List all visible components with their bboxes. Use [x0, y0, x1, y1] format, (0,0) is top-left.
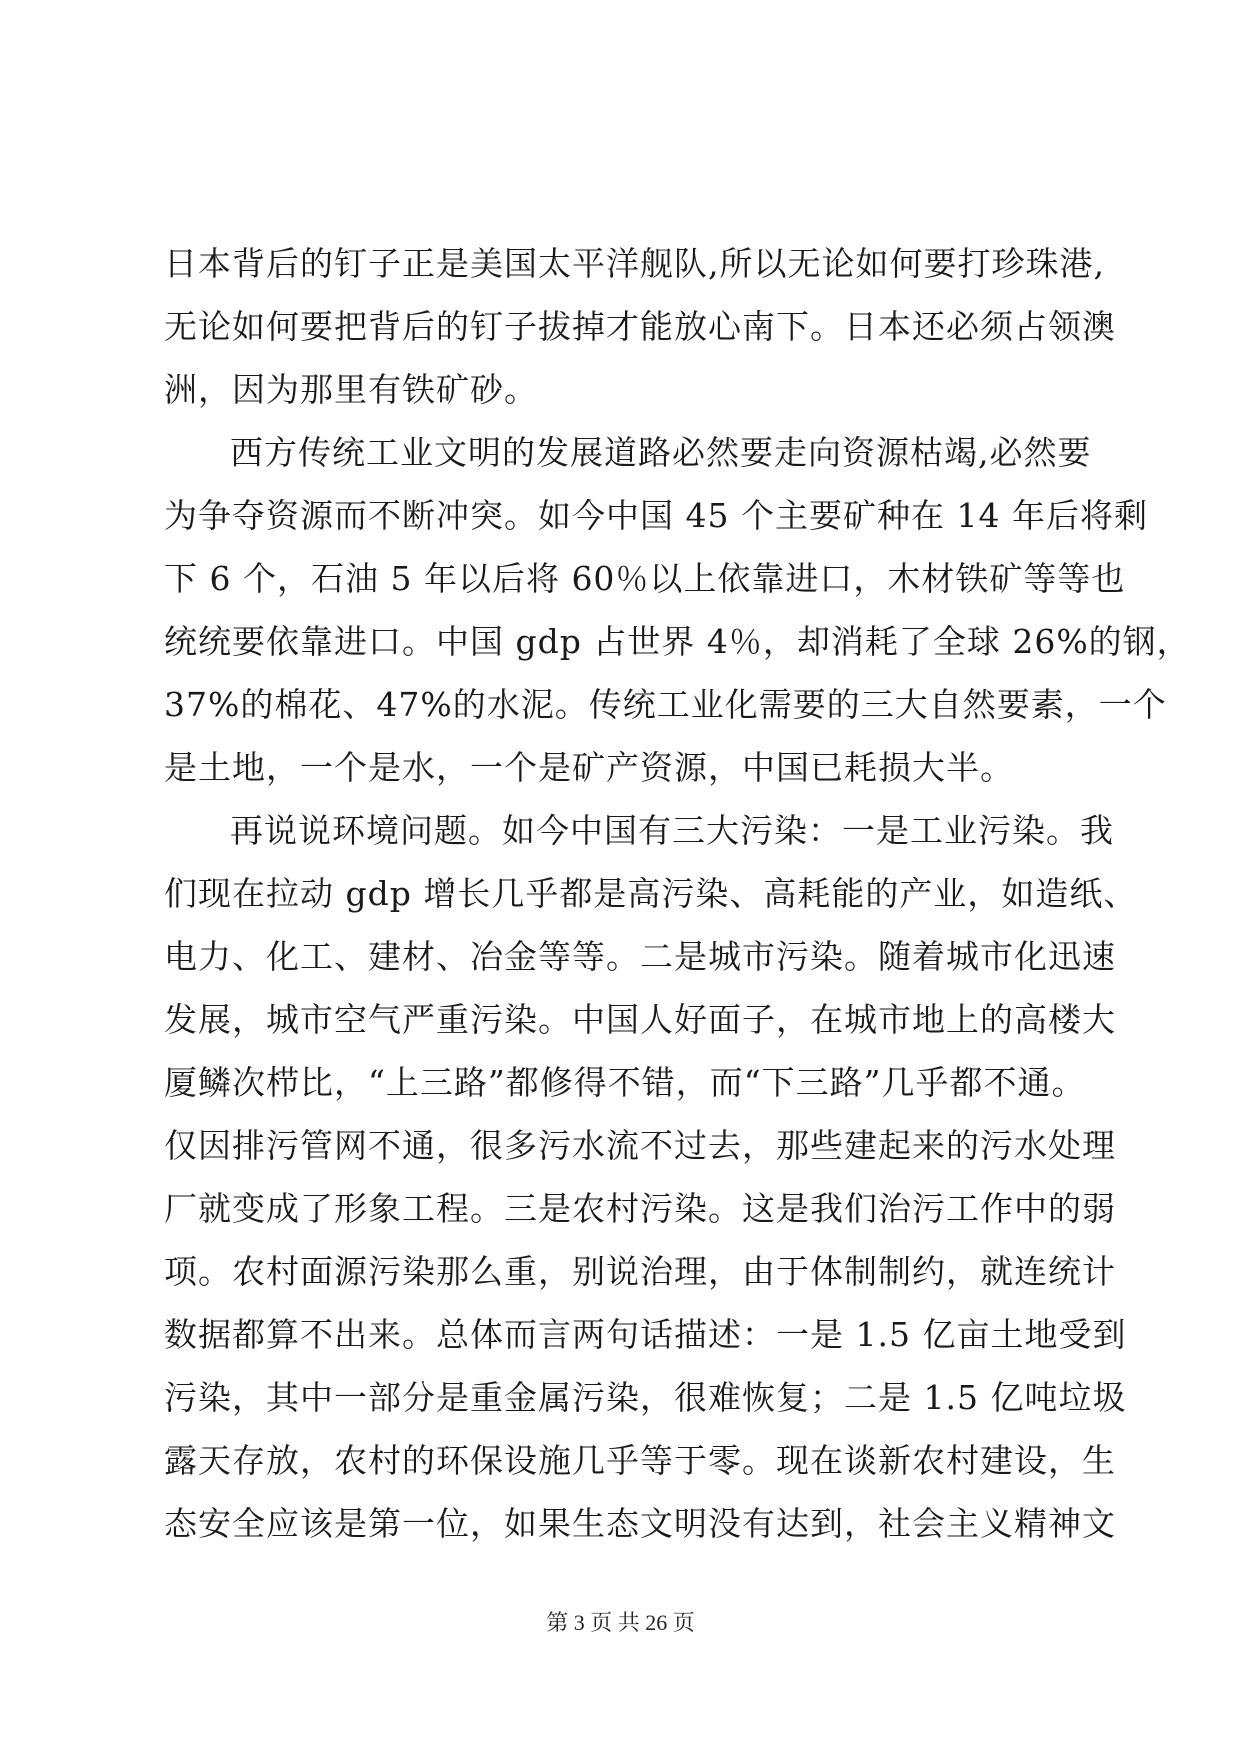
text-line: 再说说环境问题。如今中国有三大污染：一是工业污染。我 [230, 811, 1114, 850]
text-line: 电力、化工、建材、冶金等等。二是城市污染。随着城市化迅速 [164, 937, 1116, 976]
text-line: 厂就变成了形象工程。三是农村污染。这是我们治污工作中的弱 [164, 1189, 1116, 1228]
page-number-footer: 第 3 页 共 26 页 [546, 1610, 695, 1635]
text-line: 仅因排污管网不通，很多污水流不过去，那些建起来的污水处理 [164, 1126, 1116, 1165]
text-line: 37%的棉花、47%的水泥。传统工业化需要的三大自然要素，一个 [164, 685, 1167, 724]
text-line: 下 6 个，石油 5 年以后将 60％以上依靠进口，木材铁矿等等也 [164, 559, 1126, 598]
text-line: 发展，城市空气严重污染。中国人好面子，在城市地上的高楼大 [164, 1000, 1116, 1039]
text-line: 污染，其中一部分是重金属污染，很难恢复；二是 1.5 亿吨垃圾 [164, 1378, 1127, 1417]
body-text [164, 232, 1191, 1555]
text-line: 无论如何要把背后的钉子拔掉才能放心南下。日本还必须占领澳 [164, 307, 1116, 346]
text-line: 统统要依靠进口。中国 gdp 占世界 4％，却消耗了全球 26%的钢， [164, 622, 1191, 661]
text-line: 项。农村面源污染那么重，别说治理，由于体制制约，就连统计 [164, 1252, 1116, 1291]
text-line: 为争夺资源而不断冲突。如今中国 45 个主要矿种在 14 年后将剩 [164, 496, 1148, 535]
text-line: 日本背后的钉子正是美国太平洋舰队,所以无论如何要打珍珠港, [164, 244, 1105, 283]
text-line: 们现在拉动 gdp 增长几乎都是高污染、高耗能的产业，如造纸、 [164, 874, 1138, 913]
text-line: 西方传统工业文明的发展道路必然要走向资源枯竭,必然要 [230, 433, 1092, 472]
text-line: 洲，因为那里有铁矿砂。 [164, 370, 538, 409]
text-line: 态安全应该是第一位，如果生态文明没有达到，社会主义精神文 [164, 1504, 1116, 1543]
text-line: 数据都算不出来。总体而言两句话描述：一是 1.5 亿亩土地受到 [164, 1315, 1127, 1354]
text-line: 是土地，一个是水，一个是矿产资源，中国已耗损大半。 [164, 748, 1014, 787]
text-line: 露天存放，农村的环保设施几乎等于零。现在谈新农村建设，生 [164, 1441, 1116, 1480]
text-line: 厦鳞次栉比，“上三路”都修得不错，而“下三路”几乎都不通。 [164, 1063, 1086, 1102]
